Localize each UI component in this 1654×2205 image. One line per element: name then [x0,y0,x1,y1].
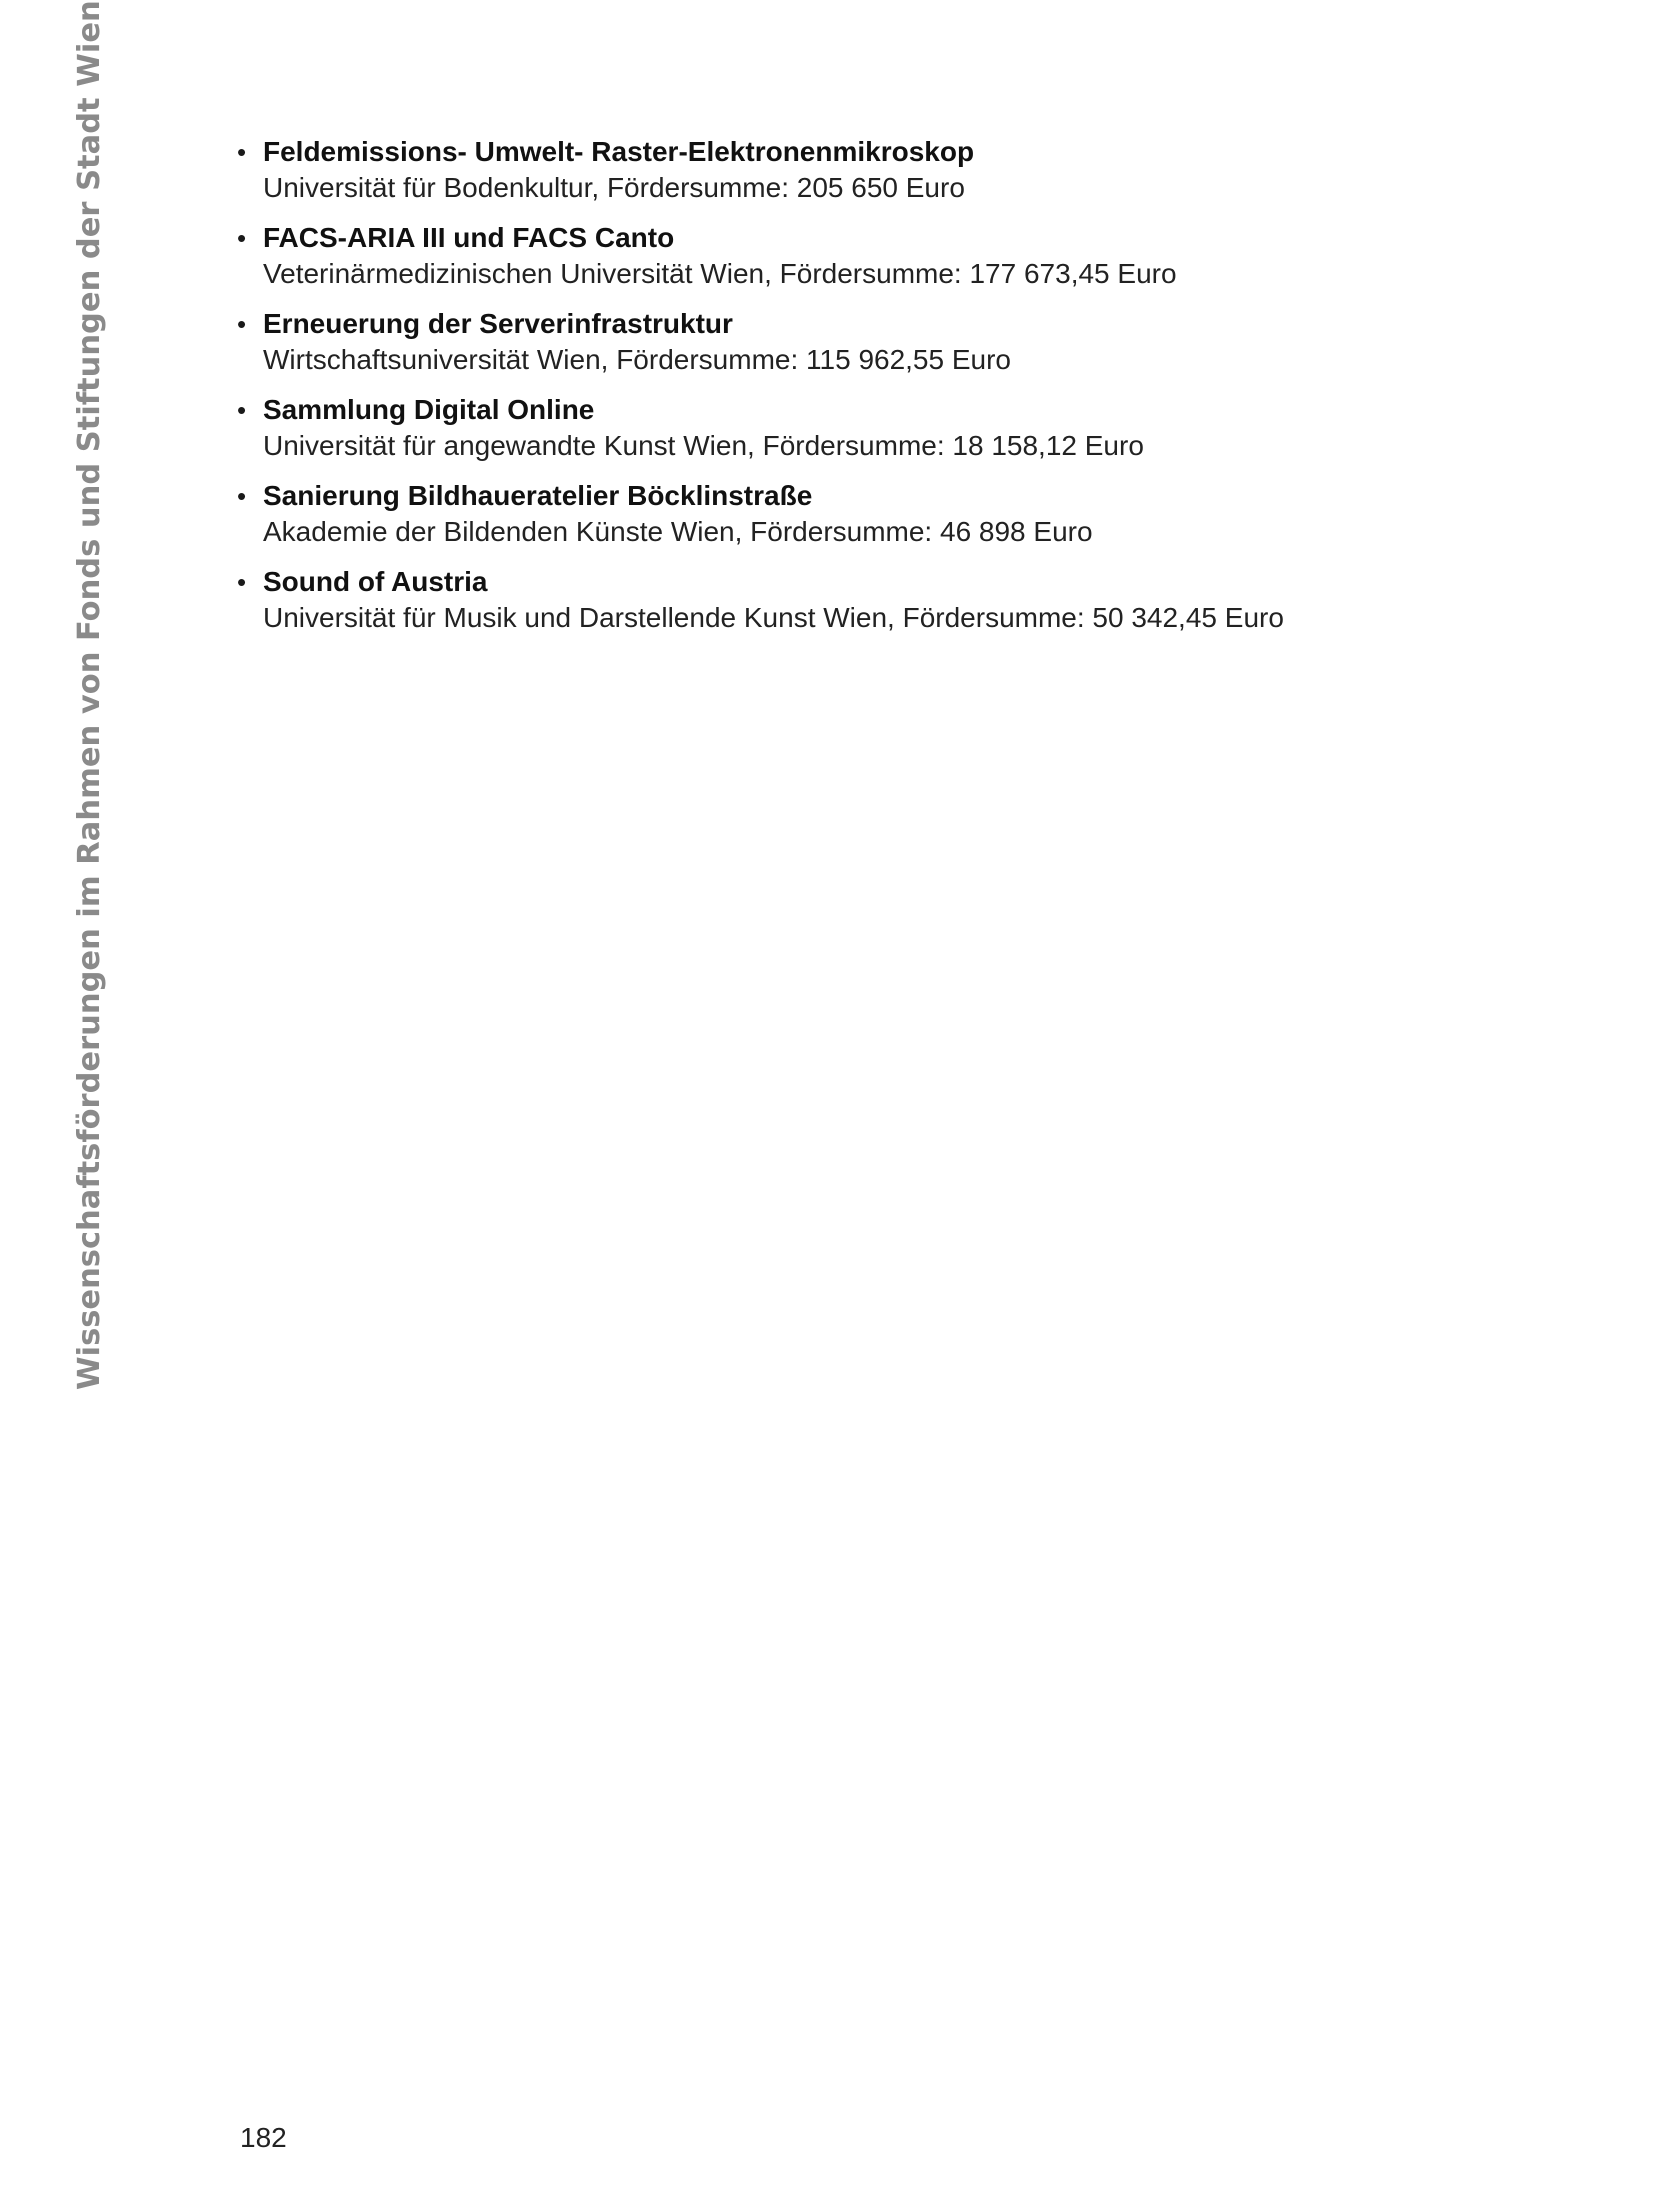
entry-title: Feldemissions- Umwelt- Raster-Elektronenmikroskop [263,136,975,167]
entry-title: FACS-ARIA III und FACS Canto [263,222,675,253]
bullet-icon: • [237,309,247,339]
bullet-icon: • [237,137,247,167]
entry-detail: Wirtschaftsuniversität Wien, Fördersumme: 115 962,55 Euro [263,344,1012,375]
entry-detail: Akademie der Bildenden Künste Wien, Fördersumme: 46 898 Euro [263,516,1093,547]
entry-title: Sammlung Digital Online [263,394,595,425]
list-item [233,392,1284,464]
entry-detail: Universität für angewandte Kunst Wien, Fördersumme: 18 158,12 Euro [263,430,1144,461]
bullet-icon: • [237,481,247,511]
bullet-icon: • [237,223,247,253]
bullet-icon: • [237,395,247,425]
entry-title: Sanierung Bildhaueratelier Böcklinstraße [263,480,813,511]
entry-title: Sound of Austria [263,566,488,597]
entry-detail: Universität für Bodenkultur, Fördersumme: 205 650 Euro [263,172,965,203]
page-number: 182 [240,2122,287,2153]
funding-list [233,134,1284,650]
entry-title: Erneuerung der Serverinfrastruktur [263,308,733,339]
list-item [233,220,1284,292]
list-item [233,306,1284,378]
bullet-icon: • [237,567,247,597]
list-item [233,478,1284,550]
running-section-title: Wissenschaftsförderungen im Rahmen von Fonds und Stiftungen der Stadt Wien [72,0,107,1390]
list-item [233,134,1284,206]
entry-detail: Universität für Musik und Darstellende Kunst Wien, Fördersumme: 50 342,45 Euro [263,602,1284,633]
entry-detail: Veterinärmedizinischen Universität Wien, Fördersumme: 177 673,45 Euro [263,258,1177,289]
list-item [233,564,1284,636]
